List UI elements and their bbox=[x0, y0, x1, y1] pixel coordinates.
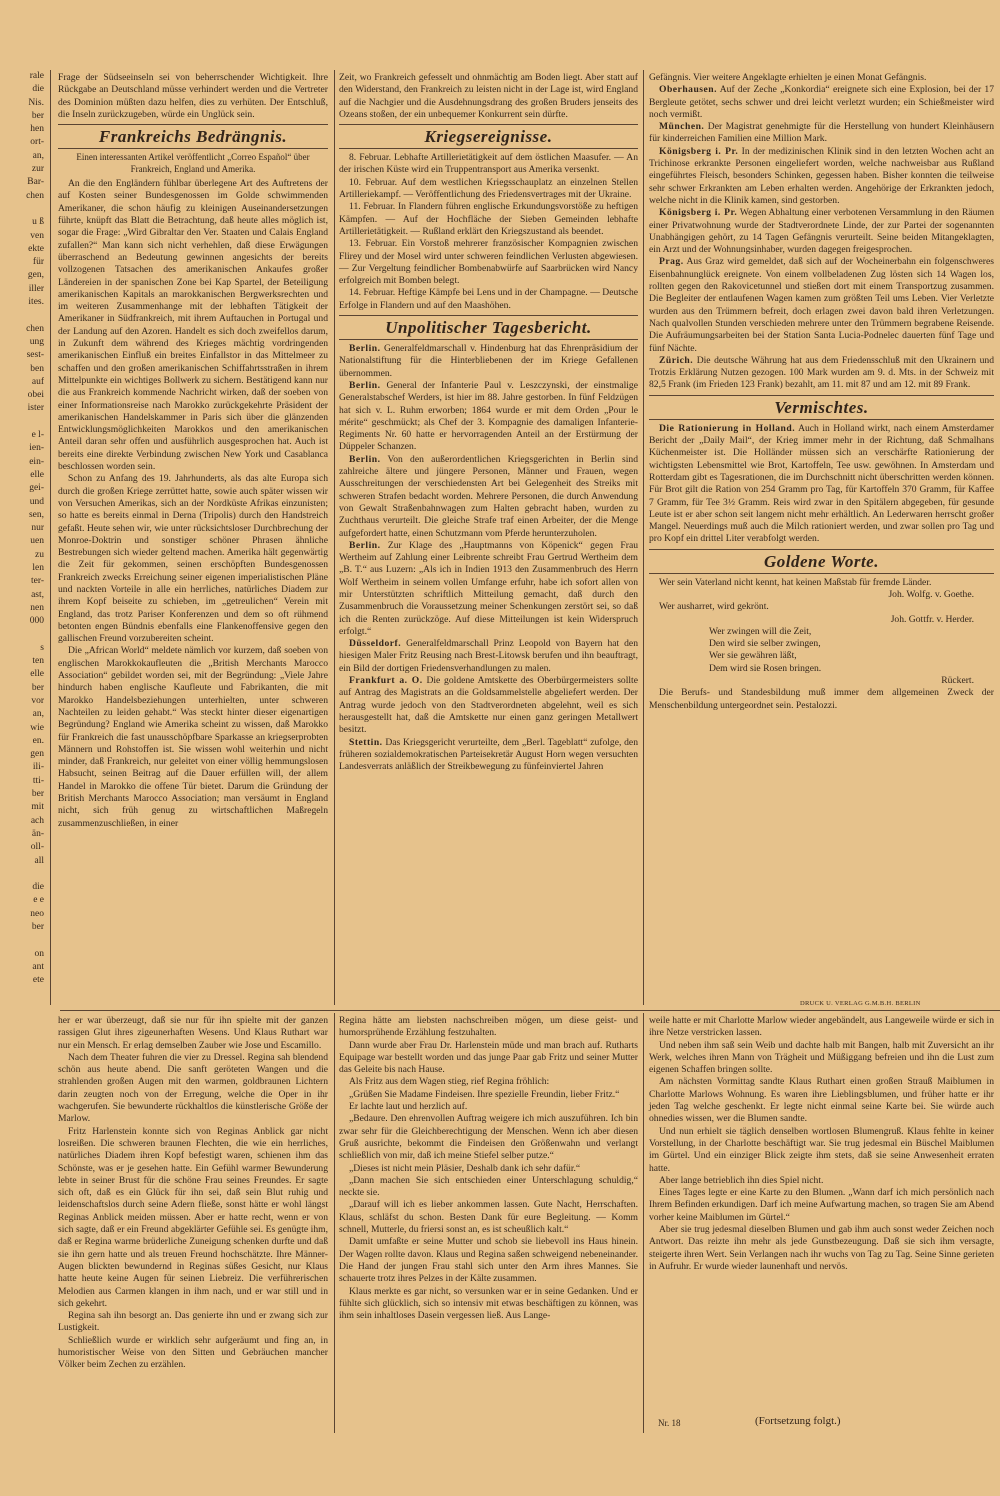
strip-fragment: an, bbox=[32, 709, 44, 720]
quote: Wer ausharret, wird gekrönt. bbox=[659, 601, 769, 613]
strip-fragment: ter- bbox=[31, 576, 44, 587]
strip-fragment: chen bbox=[26, 190, 44, 201]
news-text: Die goldene Amtskette des Oberbürgermeisters sollte auf Antrag des Magistrats an die Goldsammelstelle abgeliefert werden. Der Antrag wurde jedoch von den Stadtverordneten abgelehnt, weil es sich herausgestellt hat, daß die Amtskette nur einen ganz geringen Metallwert besitzt. bbox=[339, 675, 638, 736]
story-paragraph: her er war überzeugt, daß sie nur für ihn spielte mit der ganzen rassigen Glut ihres zigeunerhaften Wesens. Und Klaus Ruthart war nur ein Mensch. Er erlag demselben Zauber wie Jose und Escamillo. bbox=[58, 1015, 328, 1051]
strip-fragment bbox=[0, 416, 44, 429]
news-place: Berlin. bbox=[349, 539, 381, 551]
strip-fragment: gen bbox=[30, 749, 44, 760]
strip-fragment: ber bbox=[31, 682, 44, 693]
strip-fragment bbox=[0, 934, 44, 947]
story-paragraph: Er lachte laut und herzlich auf. bbox=[349, 1101, 468, 1113]
strip-fragment: gen, bbox=[27, 270, 44, 281]
strip-fragment: mit bbox=[31, 802, 44, 813]
poem-line: Wer sie gewähren läßt, bbox=[709, 650, 797, 662]
strip-fragment: ili- bbox=[32, 762, 44, 773]
strip-fragment: sen, bbox=[28, 509, 44, 520]
story-paragraph: Nach dem Theater fuhren die vier zu Dressel. Regina sah blendend schön aus heute abend. Die sanft geröteten Wangen und die strahlenden großen Augen mit den warmen, goldbraunen Lichtern darin zeugten noch von der Erregung, welche die Oper in ihr wachgerufen. Sie bewunderte rückhaltlos die künstlerische Größe der Marlow. bbox=[58, 1051, 328, 1125]
strip-fragment: än- bbox=[31, 828, 44, 839]
story-paragraph: Fritz Harlenstein konnte sich von Reginas Anblick gar nicht losreißen. Die schweren braunen Flechten, die wie ein herrliches, natürliches Diadem ihren Kopf befestigt waren, schienen ihm das Schönste, was er je gesehen hatte. Ein Gefühl warmer Bewunderung lebte in seiner Brust für die schöne Frau seines Freundes. Er sagte sich oft, daß es ein Glück für ihn sei, daß sein Blut ruhig und leidenschaftslos durch seine Adern fließe, sonst hätte er wohl längst Reginas Anblick meiden müssen. Aber er hatte recht, wenn er von sich sagte, daß er ein Freund abgeklärter Gefühle sei. Es genügte ihm, daß er Regina warme brüderliche Zuneigung schenken durfte und daß sie ihn gern hatte und als treuen Freund hochschätzte. Ihre Männer-Augen blickten bewundernd in Reginas süßes Gesicht, nur Klaus hatte heute keine Augen für seinen Liebreiz. Die verführerischen Melodien aus Carmen klangen in ihm nach, und er war still und in sich gekehrt. bbox=[58, 1125, 328, 1309]
strip-fragment: nur bbox=[31, 523, 44, 534]
strip-fragment: uen bbox=[30, 536, 44, 547]
column-divider bbox=[643, 70, 644, 1005]
story-paragraph: „Bedaure. Den ehrenvollen Auftrag weigere ich mich auszuführen. Ich bin zwar sehr für die Gleichberechtigung der Menschen. Wenn ich aber diesen Gruß ausrichte, bekommt die Findeisen den Größenwahn und verlangt schließlich von mir, daß ich meine Stiefel selber putze.“ bbox=[339, 1113, 638, 1162]
news-text: General der Infanterie Paul v. Leszczynski, der einstmalige Generalstabschef Werders, ist hier im 88. Jahre gestorben. In fünf Feldzügen hat sich v. L. Ruhm erworben; 1864 wurde er mit dem Orden „Pour le mérite“ geschmückt; als Chef der 3. Kompagnie des damaligen Infanterie-Regiments Nr. 60 hatte er hervorragenden Anteil an der Erstürmung der Düppeler Schanzen. bbox=[339, 379, 638, 453]
poem-line: Wer zwingen will die Zeit, bbox=[709, 625, 812, 637]
story-paragraph: Aber lange betrieblich ihn dies Spiel nicht. bbox=[659, 1174, 824, 1186]
news-item bbox=[339, 737, 638, 774]
strip-fragment: ber bbox=[31, 789, 44, 800]
strip-fragment: rale bbox=[29, 71, 44, 81]
story-paragraph: Regina sah ihn besorgt an. Das genierte ihn und er zwang sich zur Lustigkeit. bbox=[58, 1310, 328, 1334]
news-item bbox=[339, 380, 638, 454]
strip-fragment: ein- bbox=[29, 456, 44, 467]
story-paragraph: Und nun erhielt sie täglich denselben wortlosen Blumengruß. Klaus fehlte in keiner Vorstellung, in der Charlotte beschäftigt war. Sie trug jedesmal ein Büschel Maiblumen im Gürtel. Und ein einziger Blick zeigte ihm stets, daß sie seine Anwesenheit erraten hatte. bbox=[649, 1125, 994, 1174]
strip-fragment: iller bbox=[28, 283, 44, 294]
strip-fragment: Bar- bbox=[27, 177, 44, 188]
story-paragraph: Und neben ihm saß sein Weib und dachte halb mit Bangen, halb mit Zuversicht an ihr Werk, welches ihren Mann von Trägheit und Müßiggang befreien und ihn die Lust zum eigenen Schaffen bringen sollte. bbox=[649, 1039, 994, 1076]
strip-fragment: 000 bbox=[29, 616, 44, 627]
news-place: Königsberg i. Pr. bbox=[659, 207, 738, 219]
story-paragraph: Eines Tages legte er eine Karte zu den Blumen. „Wann darf ich mich persönlich nach Ihrem Befinden erkundigen. Darf ich meine Aufwartung machen, so tragen Sie am Abend vorher keine Maiblumen im Gürtel.“ bbox=[649, 1187, 994, 1223]
news-place: Die Rationierung in Holland. bbox=[659, 422, 796, 434]
story-paragraph: Als Fritz aus dem Wagen stieg, rief Regina fröhlich: bbox=[349, 1076, 550, 1088]
news-text: Aus Graz wird gemeldet, daß sich auf der Wocheinerbahn ein folgenschweres Eisenbahnunglück ereignete. Von einem vollbeladenen Zug lösten sich 14 Wagen los, rollten gegen den Rakovicetunnel und stießen dort mit einem Transportzug zusammen. Die Begleiter der entlaufenen Wagen kamen zum größten Teil ums Leben. Vier Verletzte wurden aus den Trümmern befreit, doch erlagen zwei davon bald ihren Verletzungen. Nach qualvollen Stunden verschieden mehrere unter den Trümmern begrabene Reisende. Die Aufräumungsarbeiten bei der Station Santa Lucia-Podnelec dauerten fünf Tage und fünf Nächte. bbox=[649, 256, 994, 354]
strip-fragment: die bbox=[32, 84, 44, 95]
news-text: Zur Klage des „Hauptmanns von Köpenick“ gegen Frau Wertheim auf Zahlung einer Leibrente schreibt Frau Gertrud Wertheim dem „B. T.“ aus Luzern: „Als ich in Indien 1913 den Zusammenbruch des Herrn Wolf Wertheim in seinem vollen Umfange erfuhr, habe ich sofort allen von mir Unterstützten schriftlich Mitteilung gemacht, daß durch den Zusammenbruch die Voraussetzung meiner Schenkungen zerstört sei, so daß ich die Renten zurückzöge. Auf diese Mitteilungen ist kein Widerspruch erfolgt.“ bbox=[339, 539, 639, 637]
article-column-2 bbox=[339, 72, 638, 773]
article-paragraph: An die den Engländern fühlbar überlegene Art des Auftretens der auf Kosten seiner Bundesgenossen im Golde schwimmenden Amerikaner, die schon häufig zu kleinigen Auseinandersetzungen führte, knüpft das Blatt die Betrachtung, daß heute alles möglich ist, sogar die Frage: „Wird Gibraltar den Ver. Staaten und Calais England zufallen?“ Man kann sich nicht verhehlen, daß diese Erwägungen überraschend an Bedeutung gewinnen angesichts der bereits vollzogenen Tatsachen des amerikanischen Ankaufes großer Ländereien in der spanischen Zone bei Kap Spartel, der Beteiligung amerikanischen Kapitals an marokkanischen Bergwerksrechten und im weiteren Zusammenhange mit der lebhaften Tätigkeit der Amerikaner in Südfrankreich, mit ihrem Auftauchen in Portugal und der Landung auf den Azoren. Handelt es sich doch zweifellos darum, in Zukunft dem während des Krieges mächtig vordringenden amerikanischen Einfluß ein breites Einfallstor in das Mittelmeer zu schaffen und den großen amerikanischen Schiffahrtsstraßen in ihrem Mittelpunkte ein wichtiges Bollwerk zu sichern. Bestätigend kann nur die aus Frankreich kommende Nachricht wirken, daß der soeben von einer Informationsreise nach Marokko zurückgekehrte Präsident der amerikanischen Handelskammer in Paris sich über die glänzenden Entwicklungsmöglichkeiten Marokkos und den amerikanischen Anteil daran sehr offen und ausführlich ausgesprochen hat. Auch ist bereits eine direkte Verbindung zwischen New York und Casablanca beschlossen worden sein. bbox=[58, 178, 328, 473]
story-paragraph: „Grüßen Sie Madame Findeisen. Ihre spezielle Freundin, lieber Fritz.“ bbox=[349, 1088, 620, 1100]
news-item bbox=[339, 675, 638, 736]
strip-fragment: ach bbox=[30, 815, 44, 826]
news-text: Generalfeldmarschall v. Hindenburg hat das Ehrenpräsidium der Nationalstiftung für die Hinterbliebenen der im Kriege Gefallenen übernommen. bbox=[339, 343, 638, 379]
strip-fragment: ber bbox=[31, 922, 44, 932]
strip-fragment: ete bbox=[32, 975, 44, 986]
printer-imprint: DRUCK U. VERLAG G.M.B.H. BERLIN bbox=[800, 1000, 921, 1007]
strip-fragment: elle bbox=[30, 469, 44, 480]
strip-fragment: sest- bbox=[26, 350, 44, 361]
article-heading-frankreichs-bedraengnis: Frankreichs Bedrängnis. bbox=[58, 124, 328, 149]
strip-fragment: neo bbox=[30, 908, 44, 919]
strip-fragment: ten bbox=[32, 656, 44, 667]
strip-fragment: ien- bbox=[29, 443, 44, 454]
news-item bbox=[339, 454, 638, 540]
strip-fragment: obei bbox=[27, 390, 44, 401]
strip-fragment: ung bbox=[29, 336, 44, 347]
strip-fragment: Nis. bbox=[28, 97, 44, 108]
section-heading-vermischtes: Vermischtes. bbox=[649, 395, 994, 420]
story-paragraph: Dann wurde aber Frau Dr. Harlenstein müde und man brach auf. Rutharts Equipage war bestellt worden und das junge Paar gab Fritz und seiner Mutter das Geleite bis nach Hause. bbox=[339, 1039, 638, 1076]
strip-fragment bbox=[0, 203, 44, 216]
article-paragraph: Die „African World“ meldete nämlich vor kurzem, daß soeben von englischen Marokkokaufleuten die „British Merchants Marocco Association“ gebildet worden sei, mit der Begründung: „Viele Jahre hindurch haben englische Kaufleute und Fabrikanten, die mit Marokko Handelsbeziehungen unterhielten, unter schweren Nachteilen zu leiden gehabt.“ Was steckt hinter dieser eigenartigen Begründung? England wie Amerika scheint zu wissen, daß Marokko für Frankreich die fast unausschöpfbare Sparkasse an kriegserprobten Männern und Rohstoffen ist. Sie wissen wohl weiterhin und nicht minder, daß Frankreich, nur geleitet von einer völlig hemmungslosen Habsucht, seinen Beitrag auf die Dauer erfüllen will, der allem Handel in Marokko die offene Tür bietet. Darum die Gründung der British Merchants Marocco Association; man versäumt in England nicht, sich früh genug zu wirtschaftlichen Maßregeln zusammenzuschließen, in einer bbox=[58, 645, 328, 829]
column-divider bbox=[334, 1013, 335, 1433]
strip-fragment: len bbox=[32, 562, 44, 573]
news-text: Das Kriegsgericht verurteilte, dem „Berl. Tageblatt“ zufolge, den früheren sozialdemokratischen Parteisekretär August Horn wegen versuchten Landesverrats anläßlich der Streikbewegung zu fünfeinviertel Jahren bbox=[339, 736, 638, 773]
strip-fragment: en. bbox=[32, 735, 44, 746]
strip-fragment: auf bbox=[31, 376, 44, 387]
news-place: Stettin. bbox=[349, 736, 383, 748]
news-text: Die deutsche Währung hat aus dem Friedensschluß mit den Ukrainern und Trotzis Erklärung Nutzen gezogen. 100 Mark wurden am 9. d. Mts. in der Schweiz mit 82,5 Frank (im Frieden 123 Frank) bezahlt, am 11. mit 87 und am 12. mit 89 Frank. bbox=[649, 354, 995, 391]
news-place: Prag. bbox=[659, 256, 684, 268]
poem-line: Den wird sie selber zwingen, bbox=[709, 638, 821, 650]
news-item bbox=[649, 146, 994, 207]
news-item bbox=[649, 256, 994, 354]
news-text: Von den außerordentlichen Kriegsgerichten in Berlin sind zahlreiche ältere und jüngere Personen, Männer und Frauen, wegen Ausschreitungen der verschiedensten Art bei Gelegenheit des Streiks mit schweren Strafen bedacht worden. Mehrere Personen, die durch Anwendung von Gewalt Straßenbahnwagen zum Halten gebracht haben, wurden zu Zuchthaus verurteilt. Die gleiche Strafe traf einen Arbeiter, der die Menge aufgefordert hatte, einen Schutzmann vom Pferde herunterzuholen. bbox=[339, 453, 638, 539]
strip-fragment: ekte bbox=[28, 243, 44, 254]
strip-fragment: ber bbox=[31, 110, 44, 121]
south-sea-islands-text: Frage der Südseeinseln sei von beherrschender Wichtigkeit. Ihre Rückgabe an Deutschland müsse verhindert werden und die Vertreter des Dominion müßten dazu helfen, dies zu verhüten. Der Entschluß, die Inseln zurückzugeben, würde ein Unglück sein. bbox=[58, 72, 328, 120]
news-place: Zürich. bbox=[659, 354, 694, 366]
quote-author: Joh. Gottfr. v. Herder. bbox=[890, 613, 974, 625]
story-column-3 bbox=[649, 1015, 994, 1273]
news-text: Auch in Holland wirkt, nach einem Amsterdamer Bericht der „Daily Mail“, der Krieg immer mehr in der Richtung, daß Schmalhans Küchenmeister ist. Die Holländer müssen sich an verschärfte Rationierung der wichtigsten Lebensmittel wie Brot, Kartoffeln, Tee usw. gewöhnen. In Amsterdam und Rotterdam gibt es Tagesrationen, die im Durchschnitt nicht überschritten werden können. Für Brot gilt die Ration von 254 Gramm pro Tag, für Kartoffeln 370 Gramm, für Kaffee 7 Gramm, für Tee 3½ Gramm. Reis wird zwar in den Spitälern abgegeben, für gesunde Leute ist er aber schon seit langem nicht mehr erhältlich. An Lederwaren herrscht großer Mangel. Neuerdings muß auch die Milch rationiert werden, und zwar sollen pro Tag und pro Kopf ein drittel Liter verabfolgt werden. bbox=[649, 422, 994, 545]
story-paragraph: „Dann machen Sie sich entschieden einer Unterschlagung schuldig,“ neckte sie. bbox=[339, 1174, 638, 1199]
news-text: Der Magistrat genehmigte für die Herstellung von hundert Kleinhäusern für kinderreichen Familien eine Million Mark. bbox=[649, 121, 994, 145]
article-continuation: Zeit, wo Frankreich gefesselt und ohnmächtig am Boden liegt. Aber statt auf den Widerstand, den Frankreich zu leisten nicht in der Lage ist, wird England auf die Nachgier und die Ausdehnungsdrang des großen Bruders jenseits des Ozeans stoßen, der ein unbequemer Konkurrent sein dürfte. bbox=[339, 72, 638, 120]
story-paragraph: Am nächsten Vormittag sandte Klaus Ruthart einen großen Strauß Maiblumen in Charlotte Marlows Wohnung. Es waren ihre Lieblingsblumen, und früher hatte er ihr jeden Tag welche geschenkt. Er legte nicht einmal seine Karte bei. Sie würde auch ohnedies wissen, wer die Blumen sandte. bbox=[649, 1076, 994, 1125]
strip-fragment: an, bbox=[32, 150, 44, 161]
news-text: Wegen Abhaltung einer verbotenen Versammlung in den Räumen einer Privatwohnung wurde der Stadtverordnete Linde, der zur Partei der sogenannten Unabhängigen gehört, zu 14 Tagen Gefängnis verurteilt. Seine beiden Mitangeklagten, ein Arzt und der Wohnungsinhaber, wurden dagegen freigesprochen. bbox=[649, 207, 994, 256]
news-item bbox=[649, 84, 994, 121]
strip-fragment: wie bbox=[30, 722, 44, 733]
article-column-1 bbox=[58, 72, 328, 830]
news-item bbox=[339, 343, 638, 380]
story-paragraph: weile hatte er mit Charlotte Marlow wieder angebändelt, aus Langeweile würde er sich in ihre Netze verstricken lassen. bbox=[649, 1015, 994, 1039]
strip-fragment: s bbox=[40, 642, 44, 653]
war-event: 10. Februar. Auf dem westlichen Kriegsschauplatz an einzelnen Stellen Artilleriekampf. — Veröffentlichung des Friedensvertrages mit der Ukraine. bbox=[339, 176, 638, 201]
strip-fragment: ast, bbox=[31, 589, 44, 600]
quote-author: Joh. Wolfg. v. Goethe. bbox=[888, 588, 974, 600]
strip-fragment: ites. bbox=[28, 297, 44, 308]
section-heading-tagesbericht: Unpolitischer Tagesbericht. bbox=[339, 315, 638, 340]
article-continuation: Gefängnis. Vier weitere Angeklagte erhielten je einen Monat Gefängnis. bbox=[649, 72, 927, 83]
news-place: Königsberg i. Pr. bbox=[659, 145, 739, 157]
news-item bbox=[649, 121, 994, 146]
strip-fragment: gei- bbox=[29, 483, 44, 494]
strip-fragment: e e bbox=[33, 895, 44, 906]
strip-fragment: oll- bbox=[30, 842, 44, 853]
story-paragraph: „Dieses ist nicht mein Pläsier, Deshalb dank ich sehr dafür.“ bbox=[349, 1162, 581, 1174]
strip-fragment: ben bbox=[30, 363, 44, 374]
news-place: Berlin. bbox=[349, 453, 381, 465]
column-divider bbox=[50, 70, 51, 1005]
issue-number: Nr. 18 bbox=[658, 1418, 681, 1428]
strip-fragment: e l- bbox=[31, 430, 44, 441]
section-heading-goldene-worte: Goldene Worte. bbox=[649, 549, 994, 574]
strip-fragment: nen bbox=[30, 602, 44, 613]
war-event: 14. Februar. Heftige Kämpfe bei Lens und in der Champagne. — Deutsche Erfolge in Flandern und auf den Maashöhen. bbox=[339, 287, 638, 311]
section-divider bbox=[60, 1010, 1000, 1011]
strip-fragment: zu bbox=[35, 549, 44, 560]
news-item bbox=[339, 638, 638, 675]
story-paragraph: Schließlich wurde er wirklich sehr aufgeräumt und fing an, in humoristischer Weise von den Sitten und Gebräuchen mancher Völker beim Zechen zu erzählen. bbox=[58, 1334, 328, 1371]
strip-fragment: und bbox=[29, 496, 44, 507]
strip-fragment bbox=[0, 628, 44, 641]
strip-fragment: tti- bbox=[32, 775, 44, 786]
strip-fragment: vor bbox=[31, 695, 44, 706]
column-divider bbox=[643, 1013, 644, 1433]
article-paragraph: Schon zu Anfang des 19. Jahrhunderts, als das alte Europa sich durch die großen Kriege zerrüttet hatte, sowie auch später wissen wir von Versuchen Amerikas, sich an der Nordküste Afrikas einzunisten; so hatte es bereits einmal in Derna (Tripolis) durch den Handstreich gefaßt. Heute sehen wir, wie unter rücksichtsloser Durchbrechung der Monroe-Doktrin und sonstiger schöner Phrasen ähnliche Bestrebungen sich wieder geltend machen. Amerika hält gegenwärtig die Zeit für gekommen, seinen erschöpften Bundesgenossen Frankreich zwecks Erreichung seiner eigenen imperialistischen Pläne und nackten Vorteile in alle ein herrliches, natürliches Diadem zur ihrem Kopf beiseite zu schieben, im „getreulichen“ Verein mit England, das trotz Pariser Konferenzen und dem so oft rühmend betonten engen Bündnis ebenfalls eine Flankenoffensive gegen den gallischen Freund vorzubereiten scheint. bbox=[58, 473, 328, 645]
story-column-2 bbox=[339, 1015, 638, 1322]
poem-line: Dem wird sie Rosen bringen. bbox=[709, 662, 822, 674]
news-text: Auf der Zeche „Konkordia“ ereignete sich eine Explosion, bei der 17 Bergleute getötet, sechs schwer und drei leicht verletzt wurden; ein Schießmeister wird noch vermißt. bbox=[649, 84, 994, 120]
strip-fragment: die bbox=[32, 882, 44, 893]
story-paragraph: „Darauf will ich es lieber ankommen lassen. Gute Nacht, Herrschaften. Klaus, schläfst du schon. Besten Dank für eure Begleitung. — Komm schnell, Mutterle, du friersi sonst an, es ist scheußlich kalt.“ bbox=[339, 1199, 638, 1236]
news-place: Frankfurt a. O. bbox=[349, 675, 423, 687]
strip-fragment: ort- bbox=[30, 137, 44, 148]
news-place: Berlin. bbox=[349, 343, 381, 355]
story-paragraph: Damit umfaßte er seine Mutter und schob sie liebevoll ins Haus hinein. Der Wagen rollte davon. Klaus und Regina saßen schweigend nebeneinander. Die Hand der jungen Frau stahl sich unter den Arm ihres Mannes. Sie schauerte trotz ihres Pelzes in der Kälte zusammen. bbox=[339, 1236, 638, 1285]
news-text: In der medizinischen Klinik sind in den letzten Wochen acht an Trichinose erkrankte Personen eingeliefert worden, welche nachweisbar aus Rußland eingeführtes Fleisch, besonders Schinken, gegessen haben. Bisher konnten die teilweise sehr schwer Erkrankten am Leben erhalten werden. Angehörige der Erkrankten jedoch, welche nicht in die Klinik kamen, sind gestorben. bbox=[649, 145, 994, 206]
strip-fragment: on bbox=[34, 948, 44, 959]
strip-fragment: ant bbox=[32, 961, 44, 972]
story-paragraph: Regina hätte am liebsten nachschreiben mögen, um diese geist- und humorsprühende Erzählung festzuhalten. bbox=[339, 1015, 638, 1039]
strip-fragment: all bbox=[34, 855, 44, 866]
news-place: Oberhausen. bbox=[659, 84, 718, 96]
strip-fragment: elle bbox=[30, 669, 44, 680]
story-paragraph: Aber sie trug jedesmal dieselben Blumen und gab ihm auch sonst weder Zeichen noch Antwort. Das reizte ihn mehr als jede Gunstbezeugung. Daß sie sich ihm versagte, steigerte ihren Wert. Sein Verlangen nach ihr wuchs von Tag zu Tag. Seine Sinne gerieten in Aufruhr. Er wurde wieder launenhaft und nervös. bbox=[649, 1224, 994, 1272]
news-item bbox=[339, 540, 638, 638]
news-item bbox=[649, 423, 994, 546]
strip-fragment: chen bbox=[26, 323, 44, 334]
closing-quote: Die Berufs- und Standesbildung muß immer dem allgemeinen Zweck der Menschenbildung untergeordnet sein. Pestalozzi. bbox=[649, 687, 994, 711]
section-heading-kriegsereignisse: Kriegsereignisse. bbox=[339, 124, 638, 149]
war-event: 8. Februar. Lebhafte Artillerietätigkeit auf dem östlichen Maasufer. — An der irischen Küste wird ein Truppentransport aus Amerika versenkt. bbox=[339, 152, 638, 176]
strip-fragment: für bbox=[32, 257, 44, 268]
strip-fragment: u ß bbox=[32, 217, 44, 228]
strip-fragment: hen bbox=[30, 124, 44, 135]
news-text: Generalfeldmarschall Prinz Leopold von Bayern hat den hiesigen Maler Fritz Reusing nach Brest-Litowsk berufen und ihn beauftragt, ein Bild der dortigen Friedensverhandlungen zu malen. bbox=[339, 638, 638, 674]
news-place: Berlin. bbox=[349, 379, 381, 391]
strip-fragment: ister bbox=[27, 403, 44, 414]
poem-author: Rückert. bbox=[941, 675, 974, 687]
strip-fragment: zur bbox=[31, 164, 44, 175]
war-event: 13. Februar. Ein Vorstoß mehrerer französischer Kompagnien zwischen Flirey und der Mosel wird unter schweren feindlichen Verlusten abgewiesen. — Zur Vergeltung feindlicher Bombenabwürfe auf Saarbrücken wird Nancy erfolgreich mit Bomben belegt. bbox=[339, 238, 638, 287]
article-column-3 bbox=[649, 72, 994, 712]
news-place: Düsseldorf. bbox=[349, 638, 402, 650]
strip-fragment bbox=[0, 868, 44, 881]
quote: Wer sein Vaterland nicht kennt, hat keinen Maßstab für fremde Länder. bbox=[659, 576, 932, 588]
column-divider bbox=[334, 70, 335, 1005]
continued-notice: (Fortsetzung folgt.) bbox=[755, 1415, 841, 1427]
strip-fragment: ven bbox=[30, 230, 44, 241]
war-event: 11. Februar. In Flandern führen englische Erkundungsvorstöße zu heftigen Kämpfen. — Auf der Hochfläche der Sieben Gemeinden lebhafte Artillerietätigkeit. — Rußland erklärt den Kriegszustand als beendet. bbox=[339, 201, 638, 237]
news-item bbox=[649, 207, 994, 256]
story-column-1 bbox=[58, 1015, 328, 1372]
adjacent-column-fragment bbox=[0, 70, 44, 987]
news-place: München. bbox=[659, 121, 705, 133]
news-item bbox=[649, 355, 994, 392]
article-subheading: Einen interessanten Artikel veröffentlicht „Correo Español“ über Frankreich, England und Amerika. bbox=[76, 152, 310, 174]
story-paragraph: Klaus merkte es gar nicht, so versunken war er in seine Gedanken. Und er fühlte sich glücklich, sich so intensiv mit etwas beschäftigen zu können, was ihm sein inhaltloses Dasein vergessen ließ. Aus Lange- bbox=[339, 1285, 638, 1322]
strip-fragment bbox=[0, 309, 44, 322]
